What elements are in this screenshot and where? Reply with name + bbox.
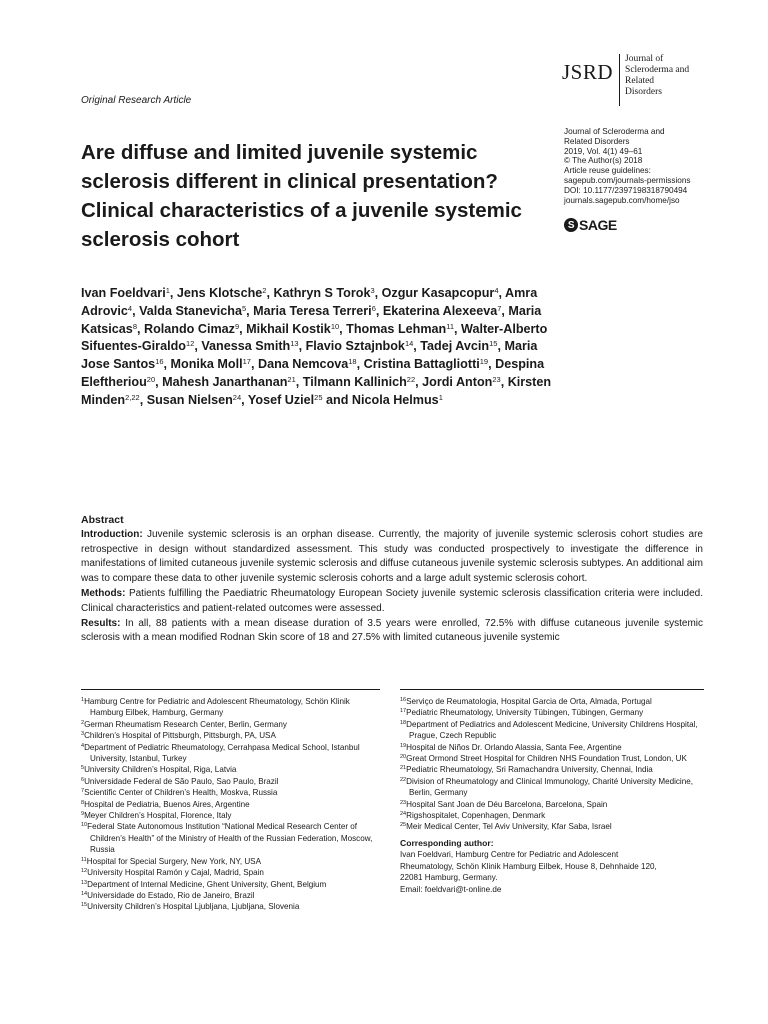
- footnote-number: 14: [81, 890, 88, 897]
- footnote-number: 24: [400, 811, 407, 818]
- affiliation-footnote: [81, 810, 381, 821]
- footnote-text: Division of Rheumatology and Clinical Immunology, Charité University Medicine, Berlin, Germany: [406, 776, 693, 798]
- author-affiliation-ref: 25: [314, 392, 323, 402]
- affiliation-footnote: [81, 879, 381, 890]
- author-affiliation-ref: 23: [492, 374, 501, 384]
- meta-line: Related Disorders: [564, 136, 630, 146]
- author-separator: ,: [155, 374, 163, 389]
- author-name: Dana Nemcova: [257, 357, 349, 372]
- affiliation-footnote: [81, 787, 381, 798]
- affiliation-footnote: [81, 719, 381, 730]
- affiliation-footnote: [81, 901, 381, 912]
- footnote-text: University Children’s Hospital, Riga, Latvia: [84, 765, 237, 775]
- footnote-text: Hospital de Niños Dr. Orlando Alassia, Santa Fee, Argentine: [406, 742, 622, 752]
- corresponding-author-label: Corresponding author:: [400, 837, 494, 848]
- author-name: Jordi Anton: [422, 374, 493, 389]
- footnote-number: 7: [81, 788, 85, 795]
- author-separator: ,: [375, 303, 383, 318]
- affiliations-left: [81, 696, 381, 913]
- author-separator: ,: [295, 374, 303, 389]
- affiliation-footnote: [400, 821, 704, 832]
- affiliation-footnote: [81, 742, 381, 765]
- abstract-heading: Abstract: [81, 514, 124, 526]
- journal-logo: [562, 54, 689, 106]
- affiliation-footnote: [400, 753, 704, 764]
- affiliation-footnote: [400, 799, 704, 810]
- results-text: In all, 88 patients with a mean disease duration of 3.5 years were enrolled, 72.5% with diffuse cutaneous juvenile systemic sclerosis with a mean modified Rodnan Skin score of 18 and 27.5% with limited cutaneous juvenile systemic: [81, 617, 703, 644]
- intro-label: Introduction:: [81, 528, 143, 540]
- footnote-number: 8: [81, 799, 85, 806]
- affiliation-footnote: [81, 799, 381, 810]
- footnote-number: 23: [400, 799, 407, 806]
- author-name: Amra Adrovic: [81, 286, 538, 318]
- footnote-number: 22: [400, 776, 407, 783]
- author-name: Tadej Avcin: [420, 339, 490, 354]
- affiliation-footnote: [81, 867, 381, 878]
- author-list: [81, 285, 561, 410]
- author-name: Monika Moll: [170, 357, 243, 372]
- author-name: Ivan Foeldvari: [81, 286, 166, 300]
- footnote-text: University Hospital Ramón y Cajal, Madrid, Spain: [87, 868, 264, 878]
- author-name: Despina Eleftheriou: [81, 357, 545, 389]
- intro-text: Juvenile systemic sclerosis is an orphan disease. Currently, the majority of juvenile systemic sclerosis cohort studies are retrospective in design without standardized assessment. This study was conducted prospectively to investigate the difference in manifestations of limited cutaneous juvenile systemic sclerosis and diffuse cutaneous juvenile systemic sclerosis subtypes. An additional aim was to compare these data to other juvenile systemic sclerosis cohorts and a large adult systemic sclerosis cohort.: [81, 528, 703, 585]
- footnote-text: Pediatric Rheumatology, Sri Ramachandra University, Chennai, India: [406, 765, 653, 775]
- footnote-number: 25: [400, 822, 407, 829]
- footnote-number: 10: [81, 822, 88, 829]
- author-name: Walter-Alberto Sifuentes-Giraldo: [81, 321, 548, 354]
- author-affiliation-ref: 9: [234, 321, 240, 331]
- footnote-number: 18: [400, 719, 407, 726]
- author-affiliation-ref: 19: [479, 357, 489, 367]
- author-affiliation-ref: 6: [371, 303, 376, 313]
- author-separator: ,: [498, 286, 506, 300]
- author-separator: ,: [246, 303, 254, 318]
- author-affiliation-ref: 4: [494, 286, 499, 295]
- footnote-number: 11: [81, 856, 87, 863]
- footnote-divider: [81, 689, 380, 690]
- author-name: Kathryn S Torok: [273, 286, 371, 300]
- author-separator: ,: [500, 374, 508, 389]
- footnote-text: Meir Medical Center, Tel Aviv University, Kfar Saba, Israel: [406, 822, 612, 832]
- footnote-text: Pediatric Rheumatology, University Tübingen, Tübingen, Germany: [406, 708, 644, 718]
- footnote-text: Scientific Center of Children’s Health, Moskva, Russia: [84, 788, 278, 798]
- author-separator: ,: [241, 392, 248, 407]
- journal-name-line: Journal of: [625, 54, 664, 64]
- affiliations-right: [400, 696, 704, 895]
- corresponding-author: [400, 849, 704, 895]
- meta-line: © The Author(s) 2018: [564, 156, 643, 166]
- author-affiliation-ref: 12: [185, 339, 195, 349]
- author-affiliation-ref: 18: [348, 357, 357, 367]
- affiliation-footnote: [81, 821, 381, 855]
- footnote-text: Department of Internal Medicine, Ghent University, Ghent, Belgium: [87, 879, 327, 889]
- footnote-number: 3: [81, 731, 85, 738]
- author-separator: ,: [163, 357, 171, 372]
- author-separator: ,: [239, 321, 247, 336]
- footnote-text: Department of Pediatric Rheumatology, Cerrahpasa Medical School, Istanbul University, Istanbul, Turkey: [84, 742, 360, 764]
- journal-name-line: Related: [625, 76, 655, 86]
- footnote-number: 16: [400, 697, 407, 703]
- author-affiliation-ref: 15: [489, 339, 498, 349]
- author-name: Maria Teresa Terreri: [253, 303, 372, 318]
- footnote-divider: [400, 689, 704, 690]
- footnote-number: 15: [81, 902, 88, 909]
- author-affiliation-ref: 5: [241, 303, 247, 313]
- author-name: Nicola Helmus: [351, 392, 439, 407]
- author-separator: ,: [169, 286, 177, 300]
- footnote-text: Rigshospitalet, Copenhagen, Denmark: [406, 811, 546, 821]
- footnote-number: 4: [81, 742, 85, 749]
- author-name: Mahesh Janarthanan: [162, 374, 288, 389]
- corresponding-email[interactable]: Email: foeldvari@t-online.de: [400, 884, 502, 894]
- author-separator: ,: [339, 321, 347, 336]
- author-affiliation-ref: 21: [287, 374, 296, 384]
- affiliation-footnote: [400, 764, 704, 775]
- publisher-logo: [564, 217, 617, 233]
- author-name: Vanessa Smith: [201, 339, 291, 354]
- author-affiliation-ref: 17: [242, 357, 251, 367]
- article-meta: [564, 127, 754, 205]
- author-affiliation-ref: 13: [290, 339, 299, 349]
- affiliation-footnote: [400, 696, 704, 707]
- footnote-number: 21: [400, 765, 407, 772]
- abstract-methods: [81, 587, 703, 617]
- footnote-text: Meyer Children’s Hospital, Florence, Italy: [84, 811, 232, 821]
- author-affiliation-ref: 1: [165, 286, 170, 295]
- journal-name-line: Scleroderma and: [625, 65, 690, 75]
- affiliation-footnote: [400, 719, 704, 742]
- author-name: Mikhail Kostik: [246, 321, 331, 336]
- footnote-number: 20: [400, 754, 407, 761]
- author-affiliation-ref: 8: [132, 321, 137, 331]
- footnote-number: 17: [400, 708, 407, 715]
- journal-abbrev: JSRD: [562, 60, 614, 84]
- author-affiliation-ref: 22: [406, 374, 416, 384]
- author-separator: ,: [139, 392, 147, 407]
- author-name: Tilmann Kallinich: [302, 374, 407, 389]
- author-affiliation-ref: 10: [330, 321, 340, 331]
- footnote-text: Federal State Autonomous Institution “National Medical Research Center of Children’s Health” of the Ministry of Health of the Russian Federation, Moscow, Russia: [87, 822, 373, 855]
- affiliation-footnote: [81, 730, 381, 741]
- corresponding-line: Ivan Foeldvari, Hamburg Centre for Pediatric and Adolescent: [400, 850, 619, 860]
- author-affiliation-ref: 2: [262, 286, 267, 295]
- author-name: Jens Klotsche: [176, 286, 263, 300]
- author-name: Yosef Uziel: [247, 392, 315, 407]
- corresponding-line: Rheumatology, Schön Klinik Hamburg Eilbek, House 8, Dehnhaide 120,: [400, 861, 657, 871]
- footnote-text: Hospital de Pediatria, Buenos Aires, Argentine: [84, 799, 250, 809]
- footnote-number: 5: [81, 765, 85, 772]
- author-separator: ,: [374, 286, 382, 300]
- abstract: [81, 513, 703, 646]
- corresponding-line: 22081 Hamburg, Germany.: [400, 873, 498, 883]
- author-name: Valda Stanevicha: [139, 303, 242, 318]
- journal-name: [620, 54, 689, 98]
- footnote-number: 13: [81, 879, 88, 886]
- author-affiliation-ref: 14: [404, 339, 414, 349]
- journal-home-link[interactable]: journals.sagepub.com/home/jso: [564, 195, 680, 205]
- article-type: Original Research Article: [81, 95, 192, 106]
- affiliation-footnote: [400, 742, 704, 753]
- author-separator: ,: [298, 339, 306, 354]
- methods-label: Methods:: [81, 587, 126, 599]
- footnote-text: Serviço de Reumatologia, Hospital Garcia de Orta, Almada, Portugal: [406, 697, 652, 706]
- author-affiliation-ref: 16: [155, 357, 164, 367]
- author-name: Maria Katsicas: [81, 303, 542, 336]
- author-name: Rolando Cimaz: [143, 321, 235, 336]
- journal-name-line: Disorders: [625, 87, 662, 97]
- footnote-number: 19: [400, 742, 407, 749]
- affiliation-footnote: [400, 810, 704, 821]
- sage-icon: S: [564, 218, 578, 232]
- author-affiliation-ref: 4: [127, 303, 133, 313]
- author-name: Ozgur Kasapcopur: [381, 286, 495, 300]
- footnote-text: Universidade do Estado, Rio de Janeiro, Brazil: [87, 890, 255, 900]
- publisher-name: SAGE: [579, 217, 617, 233]
- author-name: Flavio Sztajnbok: [305, 339, 405, 354]
- footnote-text: Department of Pediatrics and Adolescent Medicine, University Childrens Hospital, Prague, Czech Republic: [406, 719, 698, 741]
- author-name: Thomas Lehman: [346, 321, 447, 336]
- author-separator: ,: [454, 321, 462, 336]
- author-affiliation-ref: 7: [497, 303, 502, 313]
- results-label: Results:: [81, 617, 121, 629]
- meta-line: Journal of Scleroderma and: [564, 127, 665, 136]
- author-affiliation-ref: 24: [232, 392, 242, 402]
- author-affiliation-ref: 20: [146, 374, 156, 384]
- doi-link[interactable]: DOI: 10.1177/2397198318790494: [564, 185, 688, 195]
- author-separator: ,: [250, 357, 258, 372]
- affiliation-footnote: [81, 764, 381, 775]
- author-separator: ,: [132, 303, 140, 318]
- affiliation-footnote: [400, 776, 704, 799]
- author-name: Susan Nielsen: [146, 392, 233, 407]
- author-separator: ,: [266, 286, 274, 300]
- footnote-text: Children’s Hospital of Pittsburgh, Pittsburgh, PA, USA: [84, 731, 276, 741]
- footnote-text: Great Ormond Street Hospital for Children NHS Foundation Trust, London, UK: [406, 754, 687, 764]
- article-title: Are diffuse and limited juvenile systemic sclerosis different in clinical presentation? Clinical characteristics of a juvenile systemic sclerosis cohort: [81, 141, 522, 251]
- methods-text: Patients fulfilling the Paediatric Rheumatology European Society juvenile systemic sclerosis classification criteria were included. Clinical characteristics and patient-related outcomes were assessed.: [81, 587, 703, 614]
- author-affiliation-ref: 11: [446, 321, 455, 331]
- abstract-results: [81, 617, 703, 647]
- author-affiliation-ref: 3: [370, 286, 375, 295]
- meta-line: Article reuse guidelines:: [564, 166, 651, 176]
- footnote-text: Hamburg Centre for Pediatric and Adolescent Rheumatology, Schön Klinik Hamburg Eilbek, Hamburg, Germany: [84, 697, 350, 718]
- author-separator: ,: [488, 357, 496, 372]
- footnote-text: University Children’s Hospital Ljubljana, Ljubljana, Slovenia: [87, 902, 300, 912]
- affiliation-footnote: [81, 776, 381, 787]
- affiliation-footnote: [81, 696, 381, 719]
- affiliation-footnote: [400, 707, 704, 718]
- footnote-number: 6: [81, 776, 85, 783]
- meta-link[interactable]: sagepub.com/journals-permissions: [564, 175, 691, 185]
- author-name: Maria Jose Santos: [81, 339, 538, 372]
- meta-line: 2019, Vol. 4(1) 49–61: [564, 146, 643, 156]
- author-name: Kirsten Minden: [81, 374, 552, 407]
- footnote-number: 1: [81, 697, 85, 703]
- author-name: Cristina Battagliotti: [363, 357, 480, 372]
- abstract-introduction: [81, 528, 703, 587]
- author-separator: ,: [497, 339, 505, 354]
- footnote-text: Universidade Federal de São Paulo, Sao Paulo, Brazil: [84, 776, 279, 786]
- affiliation-footnote: [81, 856, 381, 867]
- author-name: Ekaterina Alexeeva: [382, 303, 498, 318]
- author-separator: ,: [501, 303, 509, 318]
- footnote-text: Hospital for Special Surgery, New York, NY, USA: [86, 856, 261, 866]
- author-separator: ,: [356, 357, 364, 372]
- author-separator: ,: [194, 339, 202, 354]
- author-affiliation-ref: 2,22: [125, 392, 140, 402]
- author-affiliation-ref: 1: [438, 392, 443, 402]
- author-separator: ,: [415, 374, 423, 389]
- footnote-number: 12: [81, 868, 88, 875]
- author-separator: and: [322, 392, 352, 407]
- author-separator: ,: [413, 339, 421, 354]
- footnote-text: Hospital Sant Joan de Déu Barcelona, Barcelona, Spain: [406, 799, 608, 809]
- author-separator: ,: [136, 321, 144, 336]
- footnote-number: 9: [81, 811, 85, 818]
- footnote-text: German Rheumatism Research Center, Berlin, Germany: [84, 719, 287, 729]
- footnote-number: 2: [81, 719, 85, 726]
- affiliation-footnote: [81, 890, 381, 901]
